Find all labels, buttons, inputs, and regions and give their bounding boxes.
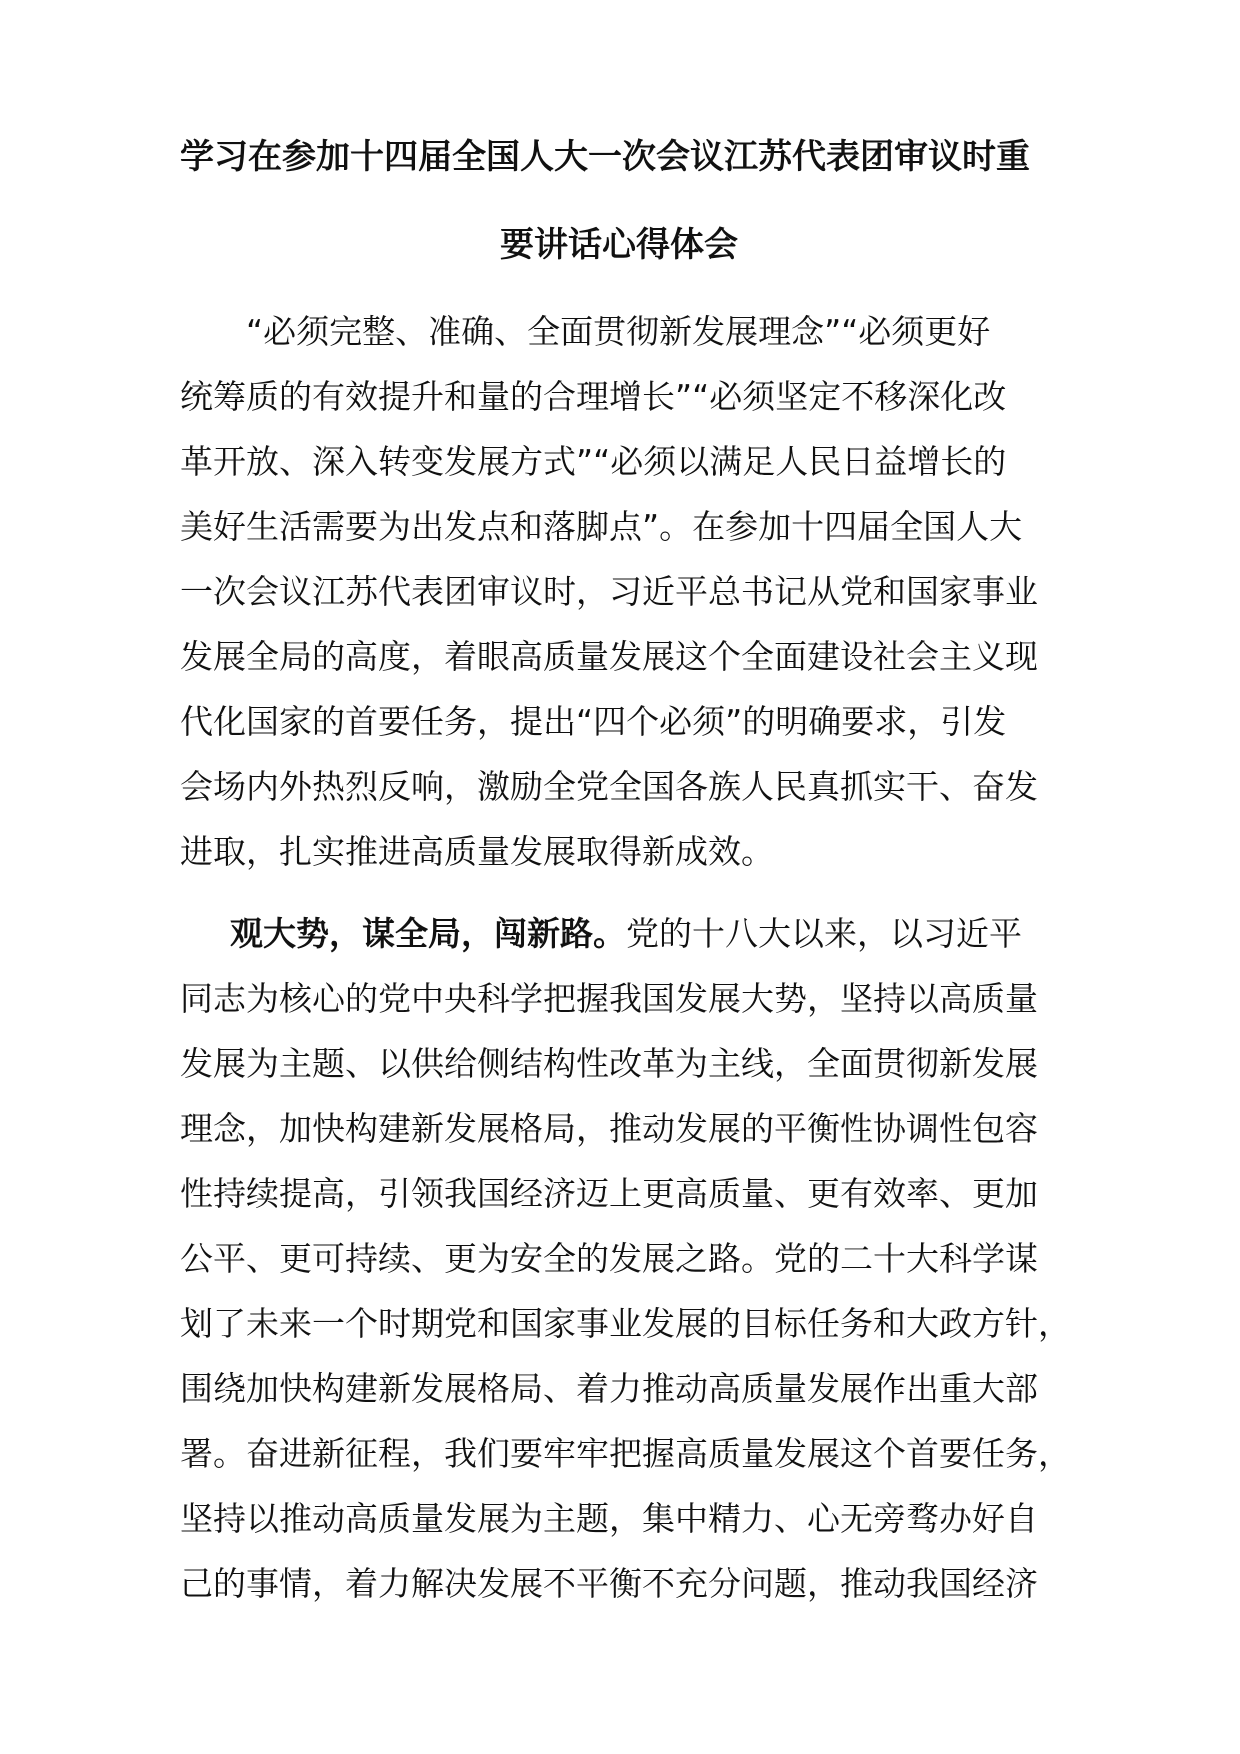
paragraph-1-line-9: 进取，扎实推进高质量发展取得新成效。: [180, 832, 774, 871]
paragraph-2-line-10: 坚持以推动高质量发展为主题，集中精力、心无旁骛办好自: [180, 1499, 1038, 1538]
paragraph-1-line-2: 统筹质的有效提升和量的合理增长”“必须坚定不移深化改: [180, 377, 1007, 416]
paragraph-2-line-7: 划了未来一个时期党和国家事业发展的目标任务和大政方针，: [180, 1304, 1071, 1343]
paragraph-1-line-4: 美好生活需要为出发点和落脚点”。在参加十四届全国人大: [180, 507, 1023, 546]
paragraph-2-lead: 观大势，谋全局，闯新路。: [230, 914, 626, 953]
document-title-line-2: 要讲话心得体会: [500, 225, 738, 265]
document-title-line-1: 学习在参加十四届全国人大一次会议江苏代表团审议时重: [180, 137, 1030, 177]
paragraph-2-line-11: 己的事情，着力解决发展不平衡不充分问题，推动我国经济: [180, 1564, 1038, 1603]
paragraph-2-line-4: 理念，加快构建新发展格局，推动发展的平衡性协调性包容: [180, 1109, 1038, 1148]
paragraph-1-line-8: 会场内外热烈反响，激励全党全国各族人民真抓实干、奋发: [180, 767, 1038, 806]
paragraph-2-line-3: 发展为主题、以供给侧结构性改革为主线，全面贯彻新发展: [180, 1044, 1038, 1083]
paragraph-2-line-9: 署。奋进新征程，我们要牢牢把握高质量发展这个首要任务，: [180, 1434, 1071, 1473]
paragraph-2-line-6: 公平、更可持续、更为安全的发展之路。党的二十大科学谋: [180, 1239, 1038, 1278]
paragraph-2-first-text: 党的十八大以来，以习近平: [626, 914, 1022, 953]
paragraph-1-line-3: 革开放、深入转变发展方式”“必须以满足人民日益增长的: [180, 442, 1007, 481]
paragraph-2-line-8: 围绕加快构建新发展格局、着力推动高质量发展作出重大部: [180, 1369, 1038, 1408]
paragraph-1-line-5: 一次会议江苏代表团审议时，习近平总书记从党和国家事业: [180, 572, 1038, 611]
paragraph-2-line-1: [230, 912, 1130, 956]
paragraph-1-line-1: “必须完整、准确、全面贯彻新发展理念”“必须更好: [246, 312, 991, 351]
paragraph-1-line-6: 发展全局的高度，着眼高质量发展这个全面建设社会主义现: [180, 637, 1038, 676]
paragraph-1-line-7: 代化国家的首要任务，提出“四个必须”的明确要求，引发: [180, 702, 1007, 741]
paragraph-2-line-5: 性持续提高，引领我国经济迈上更高质量、更有效率、更加: [180, 1174, 1038, 1213]
paragraph-2-line-2: 同志为核心的党中央科学把握我国发展大势，坚持以高质量: [180, 979, 1038, 1018]
